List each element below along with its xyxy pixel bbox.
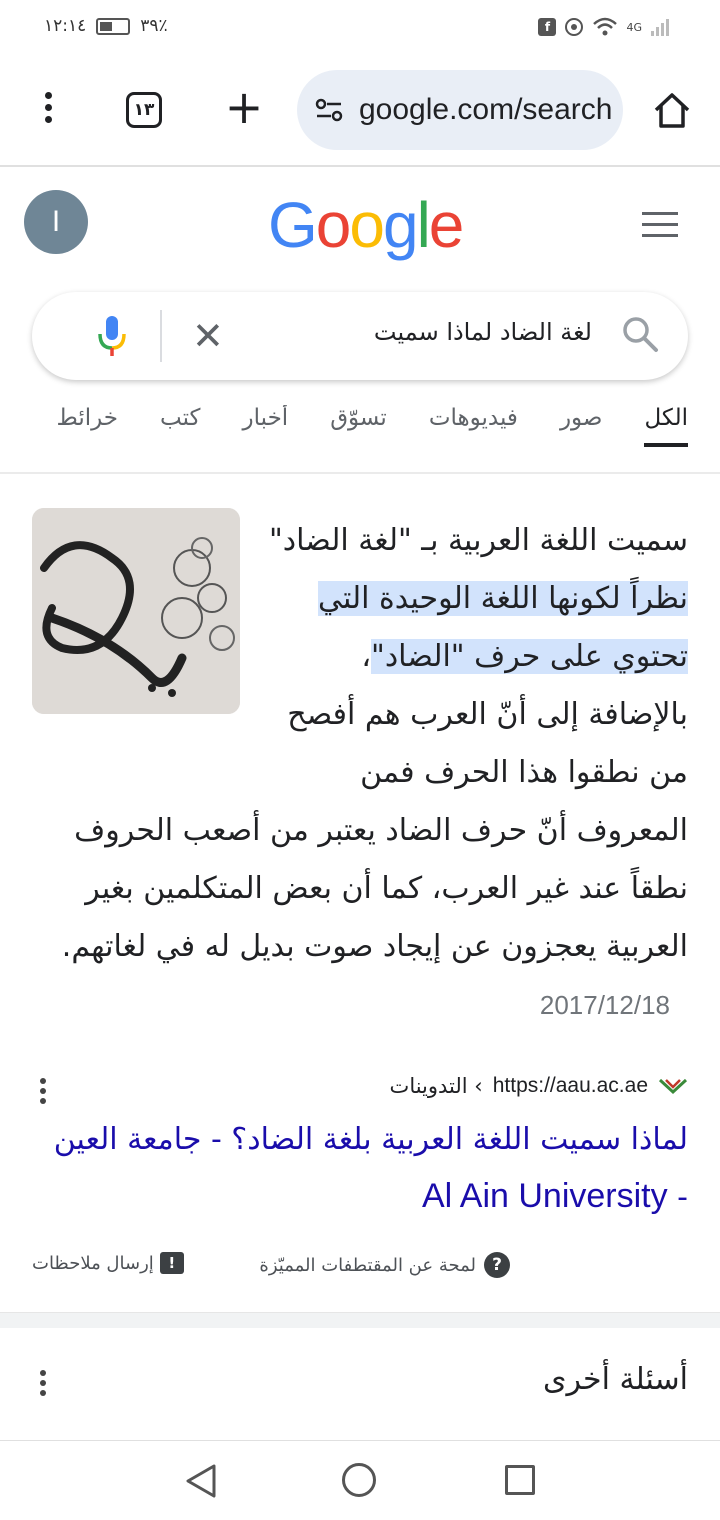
site-settings-icon[interactable]: [313, 94, 345, 126]
battery-level: ٣٩٪: [140, 16, 168, 36]
result-title-ar[interactable]: لماذا سميت اللغة العربية بلغة الضاد؟ - جامعة العين -: [53, 1122, 688, 1215]
snippet-date: 2017/12/18: [539, 990, 670, 1020]
search-separator: [160, 310, 162, 362]
signal-icon: [650, 17, 672, 37]
search-tabs: [0, 405, 720, 471]
search-icon[interactable]: [620, 314, 660, 354]
system-nav-bar: [0, 1440, 720, 1520]
menu-kebab-icon[interactable]: [40, 92, 56, 128]
paa-more-icon[interactable]: [40, 1370, 48, 1400]
url-text[interactable]: google.com/search: [359, 93, 613, 126]
result-title-link[interactable]: [48, 1112, 688, 1226]
network-type: 4G: [626, 20, 642, 34]
browser-toolbar: [0, 60, 720, 164]
address-bar[interactable]: [297, 70, 623, 150]
new-tab-plus-icon[interactable]: +: [224, 80, 264, 134]
result-title-en[interactable]: Al Ain University: [421, 1177, 668, 1215]
help-icon: ?: [484, 1252, 510, 1278]
feedback-icon: !: [160, 1252, 184, 1274]
tab-switcher-button[interactable]: ١٣: [126, 92, 162, 128]
logo-letter: o: [349, 189, 383, 261]
about-featured-snippets[interactable]: [259, 1252, 510, 1278]
status-right: [538, 16, 672, 38]
snippet-text: سميت اللغة العربية بـ "لغة الضاد": [268, 523, 688, 558]
about-label[interactable]: لمحة عن المقتطفات المميّزة: [259, 1254, 476, 1276]
send-feedback[interactable]: [32, 1252, 184, 1274]
facebook-icon: f: [538, 18, 556, 36]
status-bar: [0, 0, 720, 52]
people-also-ask-title: أسئلة أخرى: [543, 1362, 688, 1397]
recent-apps-icon[interactable]: [505, 1465, 535, 1495]
soccer-ball-icon: [564, 17, 584, 37]
snippet-highlight: نظراً لكونها اللغة الوحيدة التي تحتوي على حرف "الضاد": [317, 581, 688, 674]
toolbar-divider: [0, 165, 720, 167]
clock: ١٢:١٤: [44, 16, 87, 36]
search-input[interactable]: لغة الضاد لماذا سميت: [373, 318, 592, 346]
site-favicon-icon: [658, 1076, 688, 1096]
home-icon[interactable]: [652, 90, 692, 130]
image-spacer: [32, 512, 262, 748]
wifi-icon: [592, 16, 618, 38]
tab-books[interactable]: كتب: [160, 405, 201, 431]
tab-all[interactable]: الكل: [644, 405, 688, 447]
source-url[interactable]: https://aau.ac.ae: [492, 1074, 648, 1097]
featured-snippet-text: [32, 512, 688, 1034]
battery-icon: [96, 18, 130, 35]
tab-shopping[interactable]: تسوّق: [330, 405, 387, 431]
clear-icon[interactable]: ✕: [192, 314, 224, 358]
logo-letter: l: [416, 189, 429, 261]
tab-videos[interactable]: فيديوهات: [428, 405, 518, 431]
hamburger-menu-icon[interactable]: [642, 212, 678, 240]
avatar[interactable]: I: [24, 190, 88, 254]
nav-home-icon[interactable]: [342, 1463, 376, 1497]
logo-letter: G: [268, 189, 316, 261]
google-logo[interactable]: [268, 188, 462, 262]
feedback-row: [32, 1248, 688, 1284]
section-separator: [0, 1312, 720, 1328]
back-icon[interactable]: [184, 1463, 218, 1499]
tab-news[interactable]: أخبار: [242, 405, 289, 431]
search-box[interactable]: [32, 292, 688, 380]
logo-letter: g: [382, 189, 417, 261]
tabs-divider: [0, 472, 720, 474]
snippet-text: ، بالإضافة إلى أنّ العرب هم أفصح من نطقوا هذا الحرف فمن المعروف أنّ حرف الضاد يعتبر من أصعب الحروف نطقاً عند غير العرب، كما أن بعض المتكلمين بغير العربية يعجزون عن إيجاد صوت بديل له في لغاتهم.: [61, 639, 688, 964]
send-feedback-label[interactable]: إرسال ملاحظات: [32, 1252, 154, 1274]
status-left: [44, 16, 168, 36]
logo-letter: e: [428, 189, 463, 261]
result-source[interactable]: [390, 1074, 688, 1098]
microphone-icon[interactable]: [96, 314, 128, 358]
tab-maps[interactable]: خرائط: [56, 405, 119, 431]
tab-images[interactable]: صور: [559, 405, 603, 431]
logo-letter: o: [315, 189, 350, 261]
result-more-icon[interactable]: [40, 1078, 48, 1108]
source-breadcrumb: › التدوينات: [389, 1074, 483, 1098]
